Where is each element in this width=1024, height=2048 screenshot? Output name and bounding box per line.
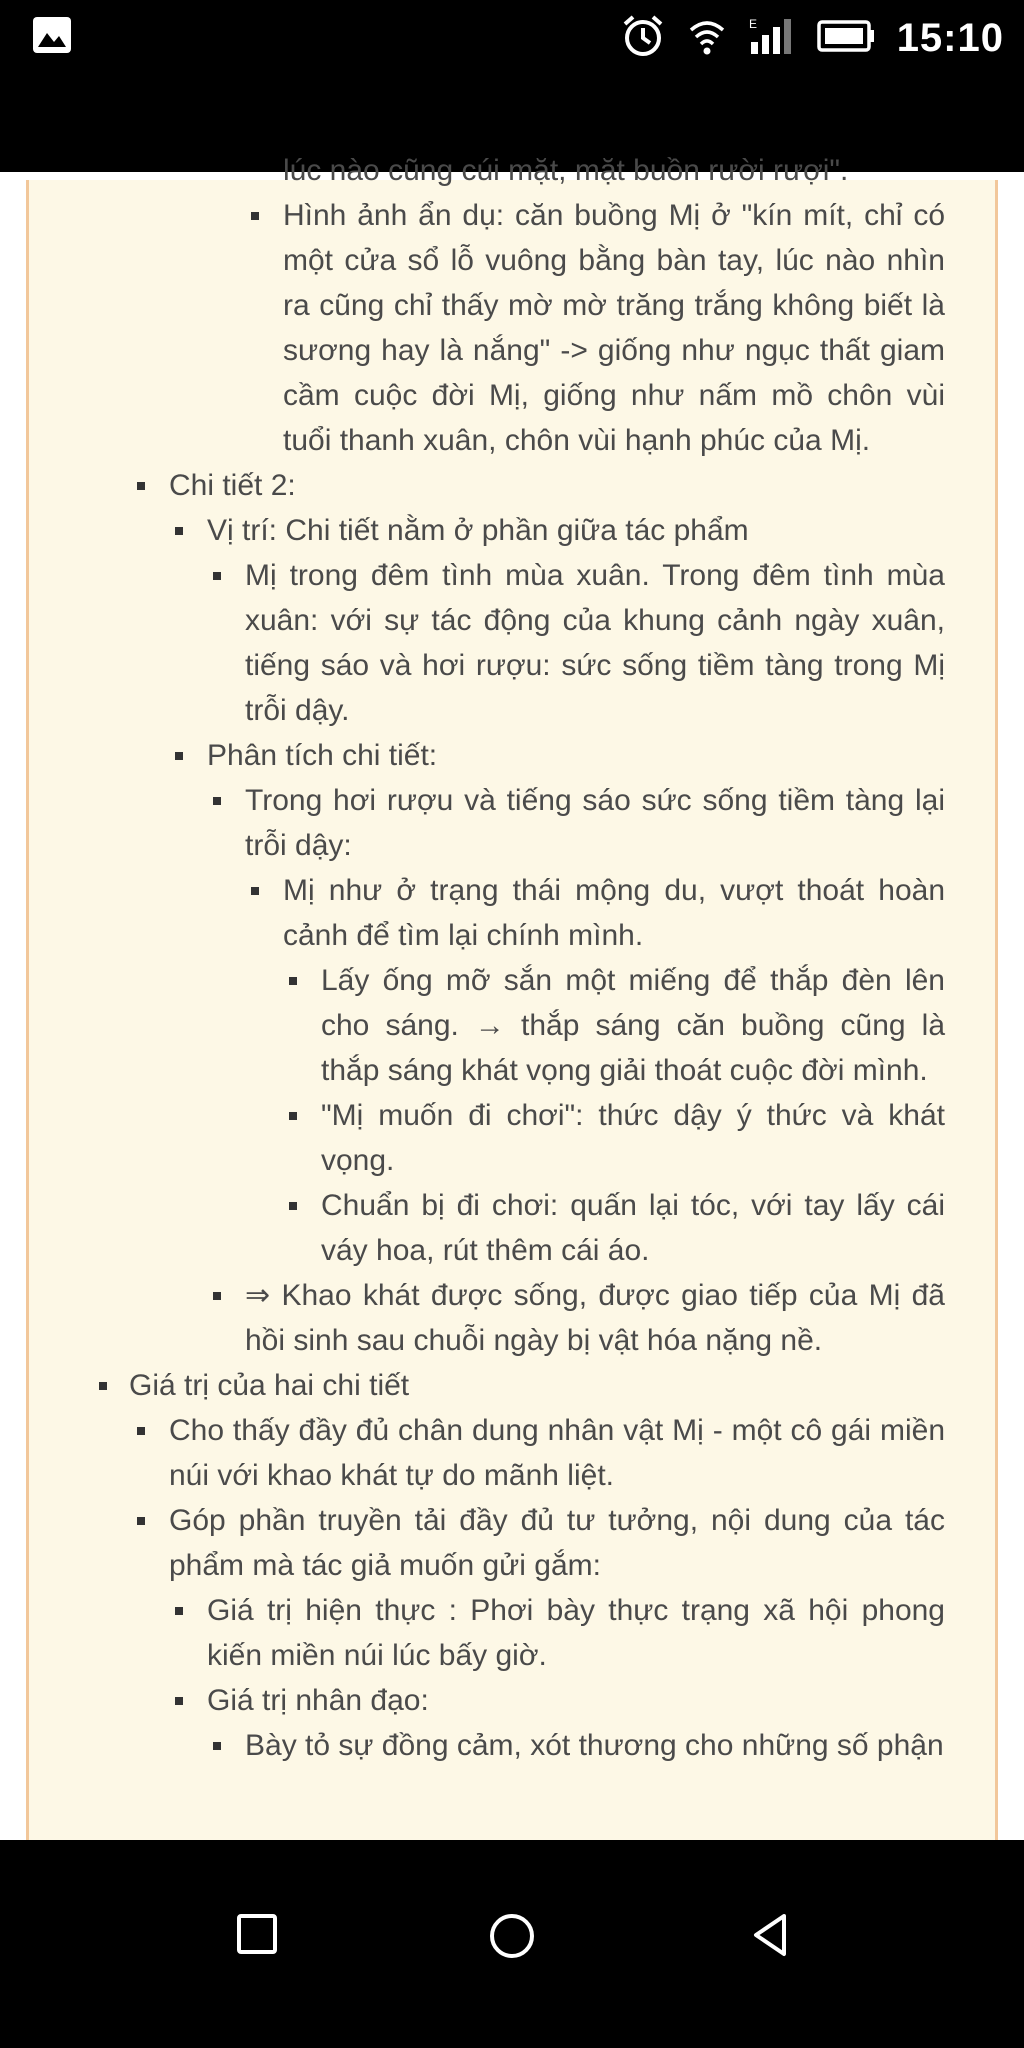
bullet-icon [251, 887, 259, 895]
list-item [29, 193, 995, 463]
list-item-text: Trong hơi rượu và tiếng sáo sức sống tiềm tàng lại trỗi dậy: [245, 784, 945, 862]
list-item [29, 733, 995, 778]
bullet-icon [175, 1697, 183, 1705]
bullet-icon [289, 1202, 297, 1210]
list-item [29, 1723, 995, 1768]
home-circle-icon[interactable] [488, 1912, 536, 1965]
list-item-text: Hình ảnh ẩn dụ: căn buồng Mị ở "kín mít, chỉ có một cửa sổ lỗ vuông bằng bàn tay, lúc nào nhìn ra cũng chỉ thấy mờ mờ trăng trắng không biết là sương hay là nắng" -> giống như ngục thất giam cầm cuộc đời Mị, giống như nấm mồ chôn vùi tuổi thanh xuân, chôn vùi hạnh phúc của Mị. [283, 199, 945, 457]
list-item [29, 1408, 995, 1498]
list-item [29, 868, 995, 958]
bullet-icon [213, 1742, 221, 1750]
list-item [29, 1498, 995, 1588]
navigation-bar [0, 1840, 1024, 2048]
bullet-icon [251, 212, 259, 220]
bullet-icon [175, 1607, 183, 1615]
list-item [29, 508, 995, 553]
bullet-list [29, 148, 995, 1768]
image-icon [32, 16, 72, 59]
bullet-icon [213, 797, 221, 805]
list-item-text: Giá trị hiện thực : Phơi bày thực trạng xã hội phong kiến miền núi lúc bấy giờ. [207, 1594, 945, 1672]
bullet-icon [137, 482, 145, 490]
wifi-icon [687, 16, 727, 61]
bullet-icon [213, 1292, 221, 1300]
bullet-icon [175, 752, 183, 760]
bullet-icon [99, 1382, 107, 1390]
battery-icon [817, 19, 875, 58]
list-item-text: Mị như ở trạng thái mộng du, vượt thoát hoàn cảnh để tìm lại chính mình. [283, 874, 945, 952]
list-item-text: Bày tỏ sự đồng cảm, xót thương cho những số phận [245, 1729, 944, 1762]
alarm-icon [621, 14, 665, 63]
bullet-icon [175, 527, 183, 535]
list-item [29, 1678, 995, 1723]
list-item-text: ⇒ Khao khát được sống, được giao tiếp của Mị đã hồi sinh sau chuỗi ngày bị vật hóa nặng nề. [245, 1279, 945, 1357]
signal-icon [749, 16, 795, 61]
list-item [29, 1093, 995, 1183]
clock-time: 15:10 [896, 16, 1004, 60]
bullet-icon [213, 572, 221, 580]
list-item [29, 148, 995, 193]
list-item-text: Mị trong đêm tình mùa xuân. Trong đêm tình mùa xuân: với sự tác động của khung cảnh ngày xuân, tiếng sáo và hơi rượu: sức sống tiềm tàng trong Mị trỗi dậy. [245, 559, 945, 727]
list-item-text: Chuẩn bị đi chơi: quấn lại tóc, với tay lấy cái váy hoa, rút thêm cái áo. [321, 1189, 945, 1267]
list-item [29, 1273, 995, 1363]
list-item [29, 1183, 995, 1273]
bullet-icon [137, 1427, 145, 1435]
back-triangle-icon[interactable] [750, 1912, 790, 1963]
bullet-icon [289, 1112, 297, 1120]
list-item-text: Giá trị của hai chi tiết [129, 1369, 410, 1402]
list-item-text: "Mị muốn đi chơi": thức dậy ý thức và khát vọng. [321, 1099, 945, 1177]
document-page [26, 154, 998, 1840]
svg-text:E: E [748, 17, 757, 31]
list-item [29, 463, 995, 508]
bullet-icon [137, 1517, 145, 1525]
status-bar [0, 0, 1024, 172]
list-item [29, 1588, 995, 1678]
list-item-text: Góp phần truyền tải đầy đủ tư tưởng, nội dung của tác phẩm mà tác giả muốn gửi gắm: [169, 1504, 945, 1582]
list-item-text: Giá trị nhân đạo: [207, 1684, 429, 1717]
list-item [29, 958, 995, 1093]
document-viewer[interactable] [0, 154, 1024, 1840]
list-item-text: Chi tiết 2: [169, 469, 296, 502]
list-item-text: Phân tích chi tiết: [207, 739, 438, 772]
list-item-text: Cho thấy đầy đủ chân dung nhân vật Mị - một cô gái miền núi với khao khát tự do mãnh liệt. [169, 1414, 945, 1492]
recents-square-icon[interactable] [235, 1912, 279, 1961]
bullet-icon [289, 977, 297, 985]
list-item [29, 1363, 995, 1408]
list-item [29, 778, 995, 868]
list-item-text: Vị trí: Chi tiết nằm ở phần giữa tác phẩm [207, 514, 749, 547]
list-item-text: Lấy ống mỡ sắn một miếng để thắp đèn lên cho sáng. → thắp sáng căn buồng cũng là thắp sáng khát vọng giải thoát cuộc đời mình. [321, 964, 945, 1087]
list-item-text: lúc nào cũng cúi mặt, mặt buồn rười rượi". [283, 154, 849, 187]
list-item [29, 553, 995, 733]
